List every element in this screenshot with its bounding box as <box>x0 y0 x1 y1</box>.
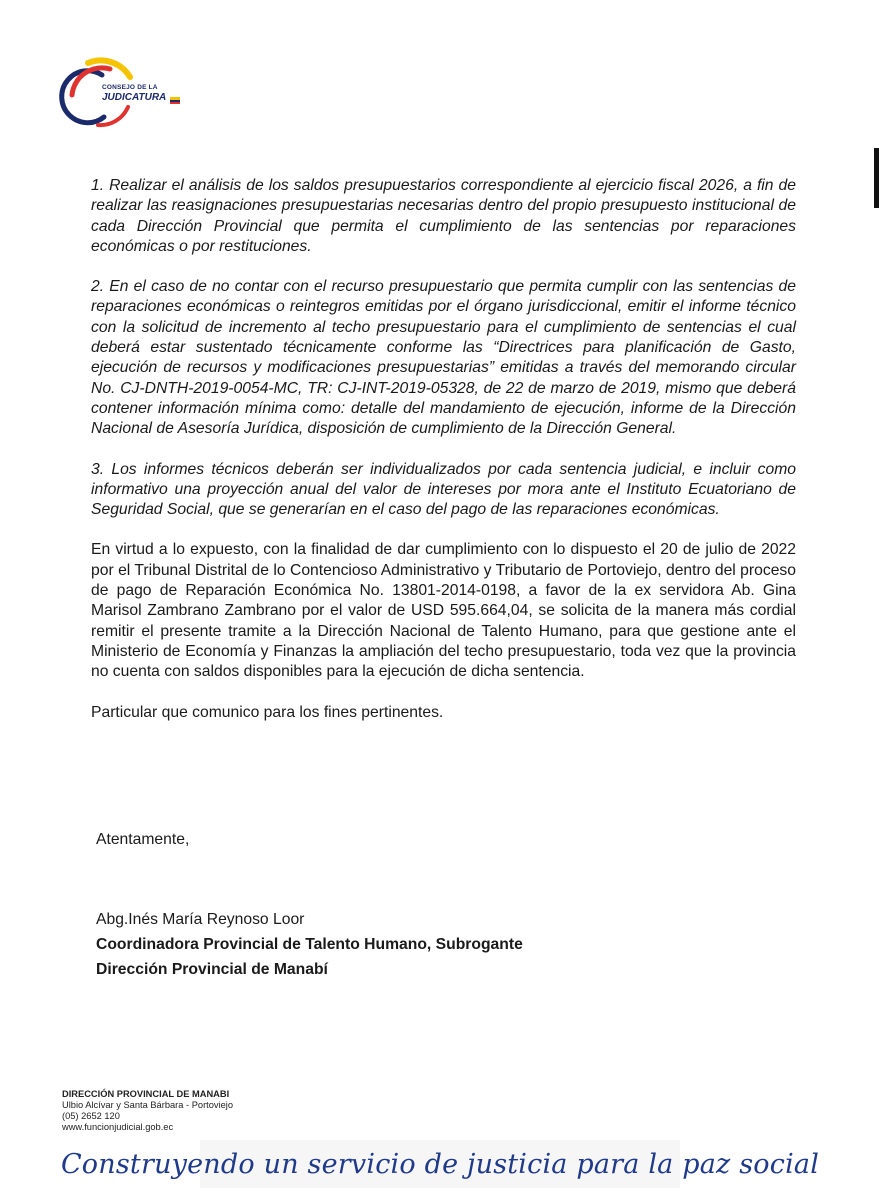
logo-text-line1: CONSEJO DE LA <box>102 84 158 91</box>
footer-address: Ulbio Alcívar y Santa Bárbara - Portoviejo <box>62 1100 234 1110</box>
judicatura-logo <box>58 55 188 133</box>
footer-phone: (05) 2652 120 <box>62 1111 120 1121</box>
instruction-item-3: 3. Los informes técnicos deberán ser individualizados por cada sentencia judicial, e incluir como informativo una proyección anual del valor de intereses por mora ante el Instituto Ecuatoriano de Seguridad Social, que se generarían en el caso del pago de las reparaciones económicas. <box>91 460 796 519</box>
closing-line: Particular que comunico para los fines pertinentes. <box>91 703 444 721</box>
document-body <box>91 176 796 723</box>
signature-greeting: Atentamente, <box>96 831 190 848</box>
slogan-banner <box>60 1140 820 1188</box>
logo-text-line2: JUDICATURA <box>102 91 167 103</box>
instruction-item-1: 1. Realizar el análisis de los saldos presupuestarios correspondiente al ejercicio fiscal 2026, a fin de realizar las reasignaciones presupuestarias necesarias dentro del propio presupuesto institucional de cada Dirección Provincial que permita el cumplimiento de las sentencias por reparaciones económicas o por restituciones. <box>91 177 796 255</box>
footer-office: DIRECCIÓN PROVINCIAL DE MANABI <box>62 1089 230 1099</box>
footer-contact <box>62 1089 233 1133</box>
signer-office: Dirección Provincial de Manabí <box>96 961 328 978</box>
scrollbar-thumb[interactable] <box>874 148 879 208</box>
request-paragraph: En virtud a lo expuesto, con la finalidad de dar cumplimiento con lo dispuesto el 20 de julio de 2022 por el Tribunal Distrital de lo Contencioso Administrativo y Tributario de Portoviejo, dentro del proceso de pago de Reparación Económica No. 13801-2014-0198, a favor de la ex servidora Ab. Gina Marisol Zambrano Zambrano por el valor de USD 595.664,04, se solicita de la manera más cordial remitir el presente tramite a la Dirección Nacional de Talento Humano, para que gestione ante el Ministerio de Economía y Finanzas la ampliación del techo presupuestario, toda vez que la provincia no cuenta con saldos disponibles para la ejecución de dicha sentencia. <box>91 541 796 681</box>
slogan-text: Construyendo un servicio de justicia para la paz social <box>60 1148 820 1180</box>
signer-name: Abg.Inés María Reynoso Loor <box>96 911 305 928</box>
instruction-item-2: 2. En el caso de no contar con el recurso presupuestario que permita cumplir con las sentencias de reparaciones económicas o reintegros emitidas por el órgano jurisdiccional, emitir el informe técnico con la solicitud de incremento al techo presupuestario para el cumplimiento de sentencias el cual deberá estar sustentado técnicamente conforme las “Directrices para planificación de Gasto, ejecución de recursos y modificaciones presupuestarias” emitidas a través del memorando circular No. CJ-DNTH-2019-0054-MC, TR: CJ-INT-2019-05328, de 22 de marzo de 2019, mismo que deberá contener información mínima como: detalle del mandamiento de ejecución, informe de la Dirección Nacional de Asesoría Jurídica, disposición de cumplimiento de la Dirección General. <box>91 278 796 438</box>
footer-website[interactable]: www.funcionjudicial.gob.ec <box>62 1122 174 1132</box>
signer-title: Coordinadora Provincial de Talento Humano, Subrogante <box>96 936 523 953</box>
